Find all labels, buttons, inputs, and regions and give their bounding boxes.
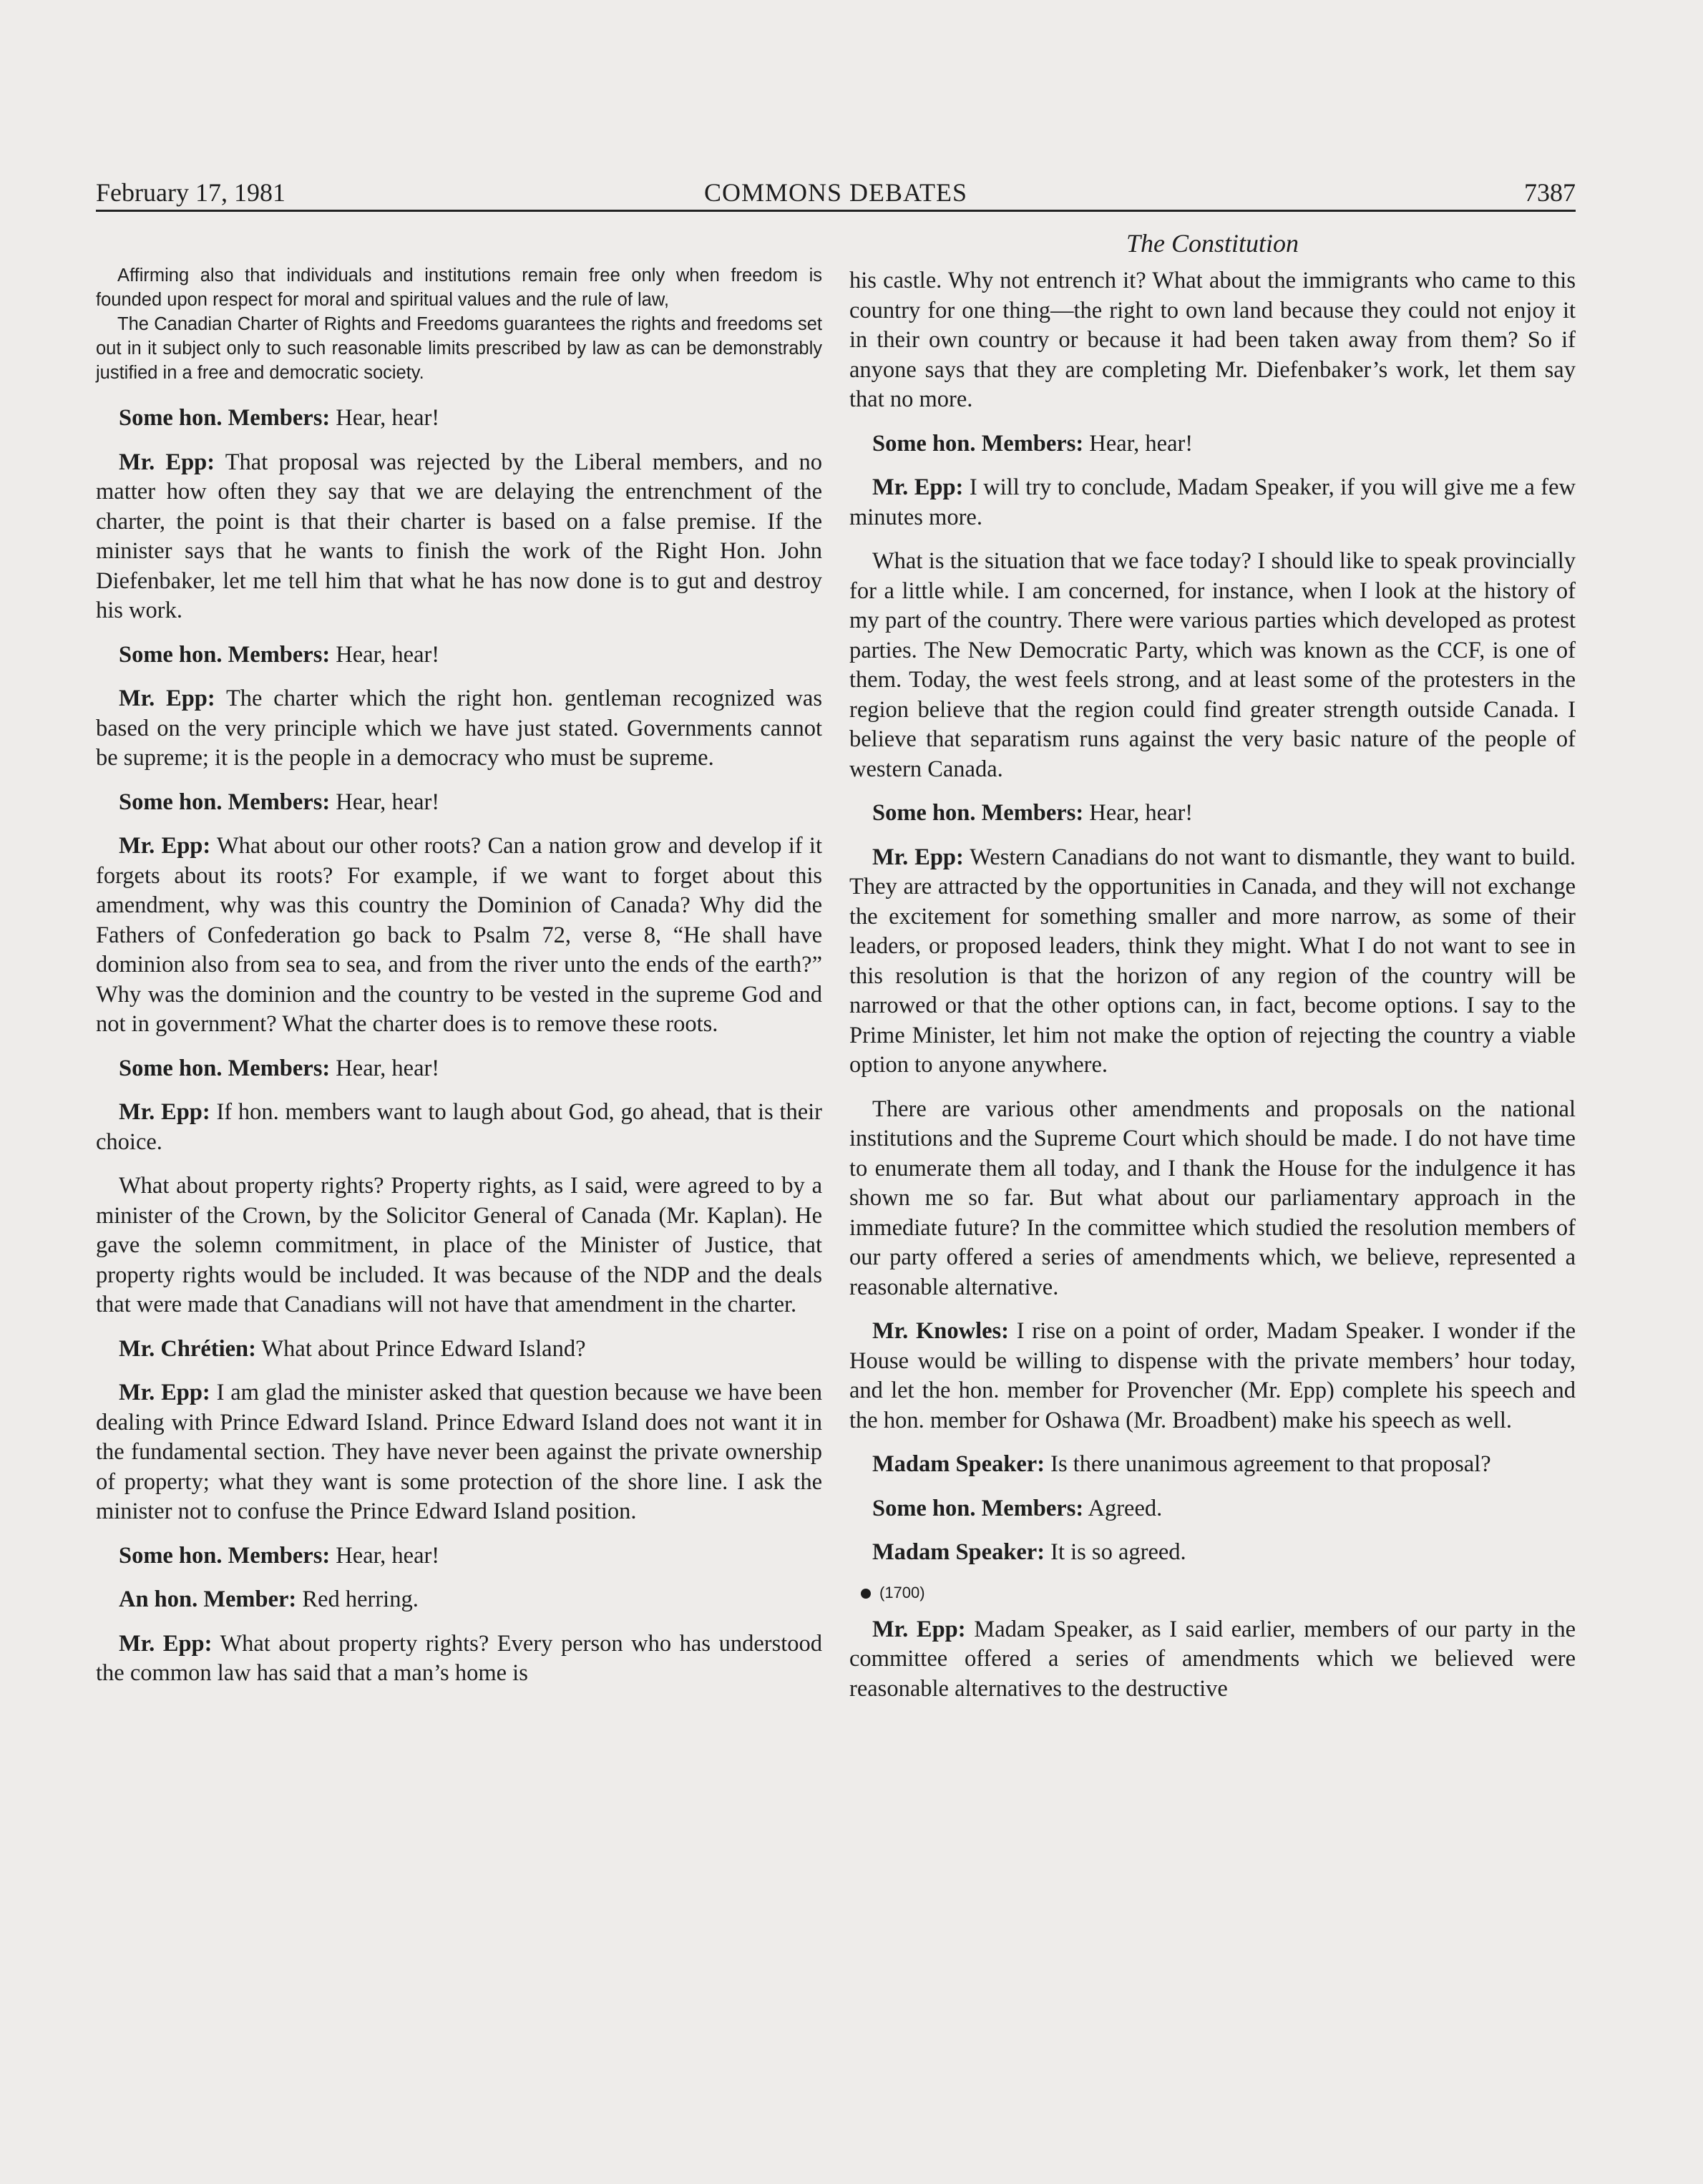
charter-quote [96,263,822,385]
speaker-name: Some hon. Members: [119,1055,331,1081]
speaker-name: Some hon. Members: [119,789,331,815]
running-title: The Constitution [1126,229,1299,258]
paragraph-text: his castle. Why not entrench it? What about the immigrants who came to this country for one thing—the right to own land because they could not enjoy it in their own country or because it had been taken away from them? So if anyone says that they are completing Mr. Diefenbaker’s work, let them say that no more. [849,268,1576,412]
quote-paragraph: The Canadian Charter of Rights and Freedoms guarantees the rights and freedoms set out in it subject only to such reasonable limits prescribed by law as can be demonstrably justified in a free and democratic society. [96,314,822,383]
speaker-name: Mr. Epp: [119,449,215,475]
paragraph-text: Madam Speaker, as I said earlier, members of our party in the committee offered a series of amendments which we believed were reasonable alternatives to the destructive [849,1616,1576,1702]
debate-paragraph [849,1450,1576,1480]
speaker-name: Mr. Epp: [872,474,964,500]
bullet-icon [861,1589,871,1599]
paragraph-text: Hear, hear! [336,789,440,815]
debate-paragraph [96,404,822,434]
speaker-name: Some hon. Members: [119,1542,331,1569]
debate-paragraph [96,640,822,671]
paragraph-text: Hear, hear! [1089,800,1194,826]
header-journal-title: COMMONS DEBATES [703,178,968,207]
timestamp-marker [849,1582,1576,1604]
debate-paragraph [849,1095,1576,1303]
speaker-name: Some hon. Members: [119,405,331,431]
right-column-body [849,266,1576,1704]
debate-paragraph [96,1098,822,1157]
debate-paragraph [849,547,1576,784]
speaker-name: Mr. Chrétien: [119,1335,256,1362]
speaker-name: Mr. Epp: [872,844,964,870]
debate-paragraph [849,799,1576,829]
speaker-name: Mr. Epp: [119,1099,210,1125]
paragraph-text: Hear, hear! [336,641,440,668]
header-page-number: 7387 [1524,178,1576,207]
left-column [96,263,822,1703]
debate-paragraph [96,1335,822,1365]
debate-paragraph [96,1171,822,1320]
speaker-name: Some hon. Members: [872,800,1084,826]
debate-paragraph [849,1538,1576,1568]
speaker-name: Mr. Knowles: [872,1318,1010,1344]
quote-paragraph: Affirming also that individuals and institutions remain free only when freedom is founded upon respect for moral and spiritual values and the rule of law, [96,265,822,310]
debate-paragraph [849,429,1576,459]
debate-paragraph [849,266,1576,415]
speaker-name: Mr. Epp: [119,1380,210,1405]
speaker-name: Madam Speaker: [872,1451,1045,1477]
debate-paragraph [849,843,1576,1081]
speaker-name: Mr. Epp: [119,1630,213,1657]
speaker-name: Mr. Epp: [872,1616,966,1642]
debate-paragraph [849,473,1576,532]
speaker-name: Some hon. Members: [119,641,331,668]
debate-paragraph [96,448,822,626]
debate-paragraph [96,788,822,818]
debate-paragraph [849,1615,1576,1705]
speaker-name: An hon. Member: [119,1586,297,1612]
paragraph-text: I am glad the minister asked that question because we have been dealing with Prince Edward Island. Prince Edward Island does not want it in the fundamental section. They have never been against the private ownership of property; what they want is some protection of the shore line. I ask the minister not to confuse the Prince Edward Island position. [96,1380,822,1524]
header-rule [96,210,1576,212]
paragraph-text: It is so agreed. [1050,1539,1186,1565]
paragraph-text: Red herring. [302,1586,419,1612]
debate-paragraph [96,1585,822,1615]
paragraph-text: What about property rights? Every person who has understood the common law has said that a man’s home is [96,1630,822,1686]
speaker-name: Mr. Epp: [119,686,215,711]
paragraph-text: That proposal was rejected by the Liberal members, and no matter how often they say that we are delaying the entrenchment of the charter, the point is that their charter is based on a false premise. If the minister says that he wants to finish the work of the Right Hon. John Diefenbaker, let me tell him that what he has now done is to gut and destroy his work. [96,449,822,623]
debate-paragraph [96,1378,822,1527]
speaker-name: Madam Speaker: [872,1539,1045,1565]
paragraph-text: There are various other amendments and proposals on the national institutions and the Supreme Court which should be made. I do not have time to enumerate them all today, and I thank the House for the indulgence it has shown me so far. But what about our parliamentary approach in the immediate future? In the committee which studied the resolution members of our party offered a series of amendments which, we believe, represented a reasonable alternative. [849,1096,1576,1300]
left-column-body [96,404,822,1689]
paragraph-text: Is there unanimous agreement to that proposal? [1050,1451,1491,1477]
debate-paragraph [96,1541,822,1571]
debate-paragraph [96,1629,822,1689]
debate-paragraph [849,1494,1576,1524]
speaker-name: Some hon. Members: [872,430,1084,457]
paragraph-text: Hear, hear! [336,405,440,431]
paragraph-text: The charter which the right hon. gentleman recognized was based on the very principle which we have just stated. Governments cannot be supreme; it is the people in a democracy who must be supreme. [96,686,822,771]
speaker-name: Some hon. Members: [872,1495,1084,1521]
paragraph-text: If hon. members want to laugh about God, go ahead, that is their choice. [96,1099,822,1155]
timestamp-text: (1700) [879,1583,925,1602]
paragraph-text: What is the situation that we face today? I should like to speak provincially for a little while. I am concerned, for instance, when I look at the history of my part of the country. There were various parties which developed as protest parties. The New Democratic Party, which was known as the CCF, is one of them. Today, the west feels strong, and at least some of the protesters in the region believe that the region could find greater strength outside Canada. I believe that separatism runs against the very basic nature of the people of western Canada. [849,548,1576,782]
paragraph-text: I rise on a point of order, Madam Speaker. I wonder if the House would be willing to dispense with the private members’ hour today, and let the hon. member for Provencher (Mr. Epp) complete his speech and the hon. member for Oshawa (Mr. Broadbent) make his speech as well. [849,1318,1576,1433]
paragraph-text: Hear, hear! [336,1055,440,1081]
paragraph-text: Hear, hear! [336,1542,440,1569]
paragraph-text: What about Prince Edward Island? [261,1335,586,1362]
paragraph-text: Hear, hear! [1089,430,1194,457]
paragraph-text: I will try to conclude, Madam Speaker, if you will give me a few minutes more. [849,474,1576,530]
speaker-name: Mr. Epp: [119,833,211,859]
paragraph-text: Agreed. [1088,1495,1163,1521]
paragraph-text: Western Canadians do not want to dismantle, they want to build. They are attracted by the opportunities in Canada, and they will not exchange the excitement for something smaller and more narrow, as some of their leaders, or proposed leaders, think they might. What I do not want to see in this resolution is that the horizon of any region of the country will be narrowed or that the other options can, in fact, become options. I say to the Prime Minister, let him not make the option of rejecting the country a viable option to anyone anywhere. [849,844,1576,1078]
paragraph-text: What about property rights? Property rights, as I said, were agreed to by a minister of the Crown, by the Solicitor General of Canada (Mr. Kaplan). He gave the solemn commitment, in place of the Minister of Justice, that property rights would be included. It was because of the NDP and the deals that were made that Canadians will not have that amendment in the charter. [96,1173,822,1317]
header-date: February 17, 1981 [96,178,286,207]
debate-paragraph [849,1317,1576,1435]
debate-paragraph [96,1054,822,1084]
right-column [849,266,1576,1718]
page-header [96,175,1576,210]
debate-paragraph [96,684,822,774]
debate-paragraph [96,832,822,1040]
paragraph-text: What about our other roots? Can a nation grow and develop if it forgets about its roots? For example, if we want to forget about this amendment, why was this country the Dominion of Canada? Why did the Fathers of Confederation go back to Psalm 72, verse 8, “He shall have dominion also from sea to sea, and from the river unto the ends of the earth?” Why was the dominion and the country to be vested in the supreme God and not in government? What the charter does is to remove these roots. [96,833,822,1037]
